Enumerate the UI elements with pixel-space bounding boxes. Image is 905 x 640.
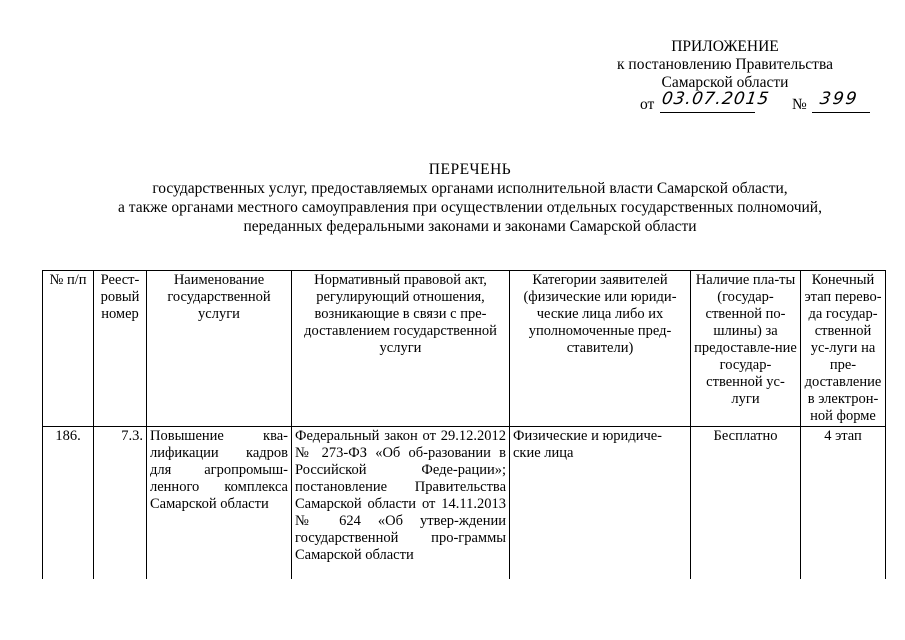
- header-fee: Наличие пла-ты (государ-ственной по-шлины) за предоставле-ние государ-ственной ус-луги: [691, 271, 801, 427]
- cell-stage: 4 этап: [801, 427, 886, 580]
- appendix-line-2: Самарской области: [661, 74, 789, 91]
- document-subtitle-line-1: государственных услуг, предоставляемых органами исполнительной власти Самарской области,: [152, 180, 788, 197]
- appendix-block: [560, 38, 890, 116]
- cell-applicants: Физические и юридиче-ские лица: [510, 427, 691, 580]
- document-subtitle-line-3: переданных федеральными законами и законами Самарской области: [243, 218, 697, 235]
- header-applicants: Категории заявителей (физические или юриди-ческие лица либо их уполномоченные пред-ставители): [510, 271, 691, 427]
- document-title: ПЕРЕЧЕНЬ: [428, 161, 512, 178]
- date-prefix: от: [640, 96, 655, 113]
- document-heading: [20, 160, 905, 236]
- cell-fee: Бесплатно: [691, 427, 801, 580]
- header-stage: Конечный этап перево-да государ-ственной ус-луги на пре-доставление в электрон-ной форме: [801, 271, 886, 427]
- cell-legal-act: Федеральный закон от 29.12.2012 № 273-ФЗ «Об об-разовании в Российской Феде-рации»; постановление Правительства Самарской области от 14.11.2013 № 624 «Об утвер-ждении государственной про-граммы Самарской области: [292, 427, 510, 580]
- table-row: [43, 427, 886, 580]
- appendix-title: ПРИЛОЖЕНИЕ: [671, 38, 779, 55]
- cell-num: 186.: [43, 427, 94, 580]
- date-underline: [660, 112, 755, 113]
- header-service-name: Наименование государственной услуги: [147, 271, 292, 427]
- table-header-row: [43, 271, 886, 427]
- cell-service-name: Повышение ква-лификации кадров для агропромыш-ленного комплекса Самарской области: [147, 427, 292, 580]
- number-handwritten: 399: [818, 89, 860, 109]
- number-underline: [812, 112, 870, 113]
- header-legal-act: Нормативный правовой акт, регулирующий отношения, возникающие в связи с пре-доставлением государственной услуги: [292, 271, 510, 427]
- document-subtitle-line-2: а также органами местного самоуправления при осуществлении отдельных государственных полномочий,: [118, 199, 822, 216]
- header-num: № п/п: [43, 271, 94, 427]
- cell-reg-number: 7.3.: [94, 427, 147, 580]
- appendix-date-number-row: [560, 89, 890, 116]
- header-reg-number: Реест-ровый номер: [94, 271, 147, 427]
- services-table: [42, 270, 886, 579]
- date-handwritten: 03.07.2015: [660, 89, 771, 109]
- number-prefix: №: [792, 96, 807, 113]
- appendix-line-1: к постановлению Правительства: [617, 56, 833, 73]
